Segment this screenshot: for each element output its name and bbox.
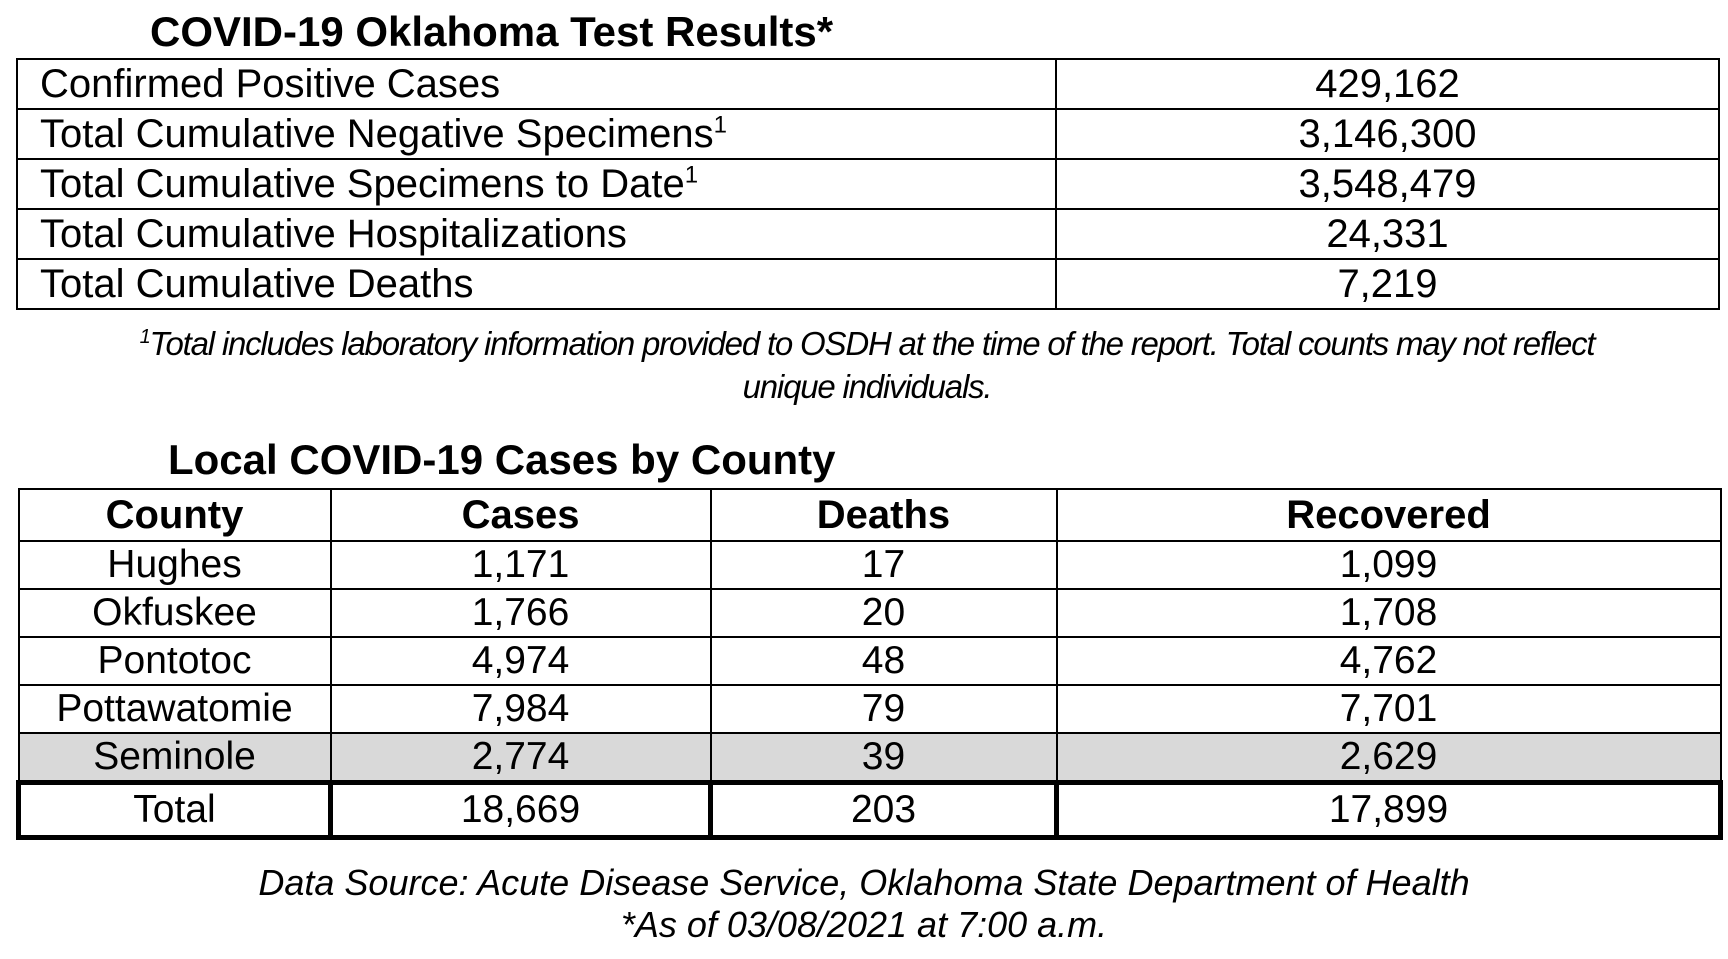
- county-name: Hughes: [19, 541, 331, 589]
- row-label-negative-specimens: Total Cumulative Negative Specimens$^1$: [17, 109, 1056, 159]
- column-header-cases: Cases: [331, 489, 711, 541]
- table-row: [17, 259, 1719, 309]
- column-header-deaths: Deaths: [711, 489, 1057, 541]
- county-recovered: 2,629: [1057, 733, 1721, 783]
- table-row: [19, 685, 1721, 733]
- row-value-deaths: 7,219: [1056, 259, 1719, 309]
- table-row: [19, 541, 1721, 589]
- header-row: [19, 489, 1721, 541]
- county-name: Okfuskee: [19, 589, 331, 637]
- county-deaths: 17: [711, 541, 1057, 589]
- total-cases: 18,669: [331, 783, 711, 838]
- county-cases: 1,171: [331, 541, 711, 589]
- table-row: [17, 109, 1719, 159]
- county-name: Seminole: [19, 733, 331, 783]
- table-row: [17, 59, 1719, 109]
- county-cases: 2,774: [331, 733, 711, 783]
- row-label-specimens-to-date: Total Cumulative Specimens to Date$^1$: [17, 159, 1056, 209]
- table-row: [17, 209, 1719, 259]
- footnote-ref: 1: [713, 111, 728, 139]
- county-name: Pottawatomie: [19, 685, 331, 733]
- county-cases: 7,984: [331, 685, 711, 733]
- table-row: [19, 589, 1721, 637]
- county-cases: 4,974: [331, 637, 711, 685]
- table-row: [17, 159, 1719, 209]
- test-results-table: [16, 58, 1720, 310]
- total-recovered: 17,899: [1057, 783, 1721, 838]
- footnote-ref: 1: [684, 161, 699, 189]
- county-recovered: 4,762: [1057, 637, 1721, 685]
- county-deaths: 48: [711, 637, 1057, 685]
- footnote: [16, 322, 1718, 408]
- county-cases: 1,766: [331, 589, 711, 637]
- column-header-recovered: Recovered: [1057, 489, 1721, 541]
- county-recovered: 1,708: [1057, 589, 1721, 637]
- county-title: Local COVID-19 Cases by County: [168, 436, 836, 483]
- footnote-line: $^1$Total includes laboratory information provided to OSDH at the time of the report. Total counts may not reflect: [139, 325, 1595, 362]
- table-row-highlighted: [19, 733, 1721, 783]
- footnote-line: unique individuals.: [742, 368, 992, 405]
- summary-title: COVID-19 Oklahoma Test Results*: [150, 8, 834, 55]
- county-cases-table: [16, 488, 1723, 840]
- county-recovered: 1,099: [1057, 541, 1721, 589]
- row-value-specimens-to-date: 3,548,479: [1056, 159, 1719, 209]
- county-deaths: 20: [711, 589, 1057, 637]
- column-header-county: County: [19, 489, 331, 541]
- row-value-negative-specimens: 3,146,300: [1056, 109, 1719, 159]
- total-label: Total: [19, 783, 331, 838]
- county-name: Pontotoc: [19, 637, 331, 685]
- total-deaths: 203: [711, 783, 1057, 838]
- row-value-hospitalizations: 24,331: [1056, 209, 1719, 259]
- county-recovered: 7,701: [1057, 685, 1721, 733]
- row-label-confirmed-positive: Confirmed Positive Cases: [17, 59, 1056, 109]
- data-source-text: Data Source: Acute Disease Service, Oklahoma State Department of Health: [258, 862, 1470, 903]
- county-deaths: 39: [711, 733, 1057, 783]
- footnote-marker: 1: [139, 326, 150, 348]
- row-label-deaths: Total Cumulative Deaths: [17, 259, 1056, 309]
- county-deaths: 79: [711, 685, 1057, 733]
- as-of-date-text: *As of 03/08/2021 at 7:00 a.m.: [620, 904, 1108, 945]
- table-row: [19, 637, 1721, 685]
- row-value-confirmed-positive: 429,162: [1056, 59, 1719, 109]
- total-row: [19, 783, 1721, 838]
- row-label-hospitalizations: Total Cumulative Hospitalizations: [17, 209, 1056, 259]
